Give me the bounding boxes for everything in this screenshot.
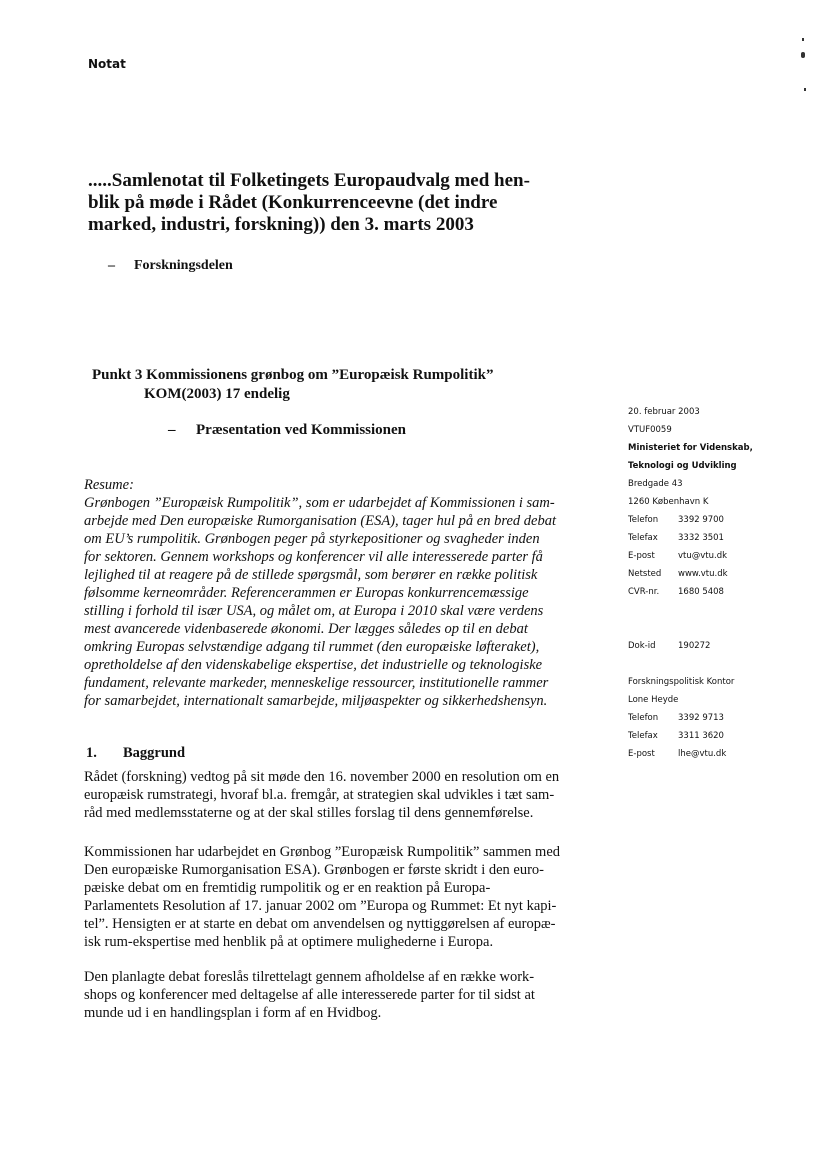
contact-label: Telefax — [628, 731, 658, 741]
contact-value: lhe@vtu.dk — [678, 749, 727, 759]
resume-line: mest avancerede videnbaserede økonomi. Der lægges således op til en debat — [84, 621, 528, 637]
agenda-point-line1: Punkt 3 Kommissionens grønbog om ”Europæisk Rumpolitik” — [92, 367, 494, 383]
title-line: .....Samlenotat til Folketingets Europaudvalg med hen- — [88, 170, 530, 191]
subtitle-text: Forskningsdelen — [134, 258, 233, 273]
paragraph-line: munde ud i en handlingsplan i form af en Hvidbog. — [84, 1005, 382, 1021]
office-name: Forskningspolitisk Kontor — [628, 677, 735, 687]
title-line: marked, industri, forskning)) den 3. marts 2003 — [88, 214, 474, 235]
ministry-name: Teknologi og Udvikling — [628, 461, 737, 471]
resume-line: om EU’s rumpolitik. Grønbogen peger på styrkepositioner og svagheder inden — [84, 531, 540, 547]
document-id-label: Dok-id — [628, 641, 656, 651]
person-contact-row — [628, 709, 818, 727]
title-line: blik på møde i Rådet (Konkurrenceevne (det indre — [88, 192, 498, 213]
contact-person: Lone Heyde — [628, 695, 679, 705]
document-id-row — [628, 637, 818, 655]
paragraph-line: pæiske debat om en fremtidig rumpolitik og er en reaktion på Europa- — [84, 880, 491, 896]
paragraph-line: europæisk rumstrategi, hvoraf bl.a. fremgår, at strategien skal udvikles i tæt sam- — [84, 787, 555, 803]
sender-sidebar — [628, 403, 818, 763]
paragraph-line: råd med medlemsstaterne og at der skal stilles forslag til dens gennemførelse. — [84, 805, 534, 821]
contact-label: Telefax — [628, 533, 658, 543]
contact-label: Netsted — [628, 569, 662, 579]
paragraph-line: isk rum-ekspertise med henblik på at optimere mulighederne i Europa. — [84, 934, 494, 950]
paragraph-line: Parlamentets Resolution af 17. januar 2002 om ”Europa og Rummet: Et nyt kapi- — [84, 898, 557, 914]
contact-label: E-post — [628, 749, 655, 759]
resume-line: for sektoren. Gennem workshops og konferencer vil alle interesserede parter få — [84, 549, 543, 565]
resume-line: stilling i forhold til især USA, og målet om, at Europa i 2010 skal være verdens — [84, 603, 544, 619]
resume-line: Grønbogen ”Europæisk Rumpolitik”, som er udarbejdet af Kommissionen i sam- — [84, 495, 555, 511]
scan-mark — [802, 38, 804, 41]
address-street: Bredgade 43 — [628, 479, 683, 489]
document-date: 20. februar 2003 — [628, 407, 700, 417]
resume-line: lejlighed til at reagere på de stillede spørgsmål, som berører en række politisk — [84, 567, 538, 583]
resume-line: opretholdelse af den videnskabelige ekspertise, det industrielle og teknologiske — [84, 657, 543, 673]
resume-line: omkring Europas selvstændige adgang til rummet (den europæiske løfteraket), — [84, 639, 540, 655]
body-paragraph — [84, 968, 604, 1022]
agenda-point-line2: KOM(2003) 17 endelig — [144, 386, 290, 402]
section-number: 1. — [86, 745, 97, 761]
reference-code: VTUF0059 — [628, 425, 672, 435]
person-contact-row — [628, 745, 818, 763]
paragraph-line: Den europæiske Rumorganisation ESA). Grønbogen er første skridt i den euro- — [84, 862, 545, 878]
paragraph-line: Kommissionen har udarbejdet en Grønbog ”Europæisk Rumpolitik” sammen med — [84, 844, 561, 860]
document-title — [88, 170, 588, 236]
scan-mark — [801, 52, 805, 58]
contact-label: Telefon — [628, 515, 659, 525]
resume-line: følsomme kerneområder. Referencerammen er Europas konkurrencemæssige — [84, 585, 529, 601]
resume-line: for samarbejdet, internationalt samarbejde, miljøaspekter og sikkerhedshensyn. — [84, 693, 548, 709]
contact-row — [628, 547, 818, 565]
subtitle-dash: – — [108, 258, 115, 273]
contact-value: 3311 3620 — [678, 731, 724, 741]
resume-block — [84, 476, 604, 710]
subtitle — [108, 258, 233, 274]
contact-label: CVR-nr. — [628, 587, 660, 597]
section-title: Baggrund — [123, 745, 186, 761]
contact-value: vtu@vtu.dk — [678, 551, 728, 561]
paragraph-line: tel”. Hensigten er at starte en debat om anvendelsen og nyttiggørelsen af europæ- — [84, 916, 556, 932]
document-type-label: Notat — [88, 57, 126, 71]
contact-value: 1680 5408 — [678, 587, 724, 597]
body-paragraph — [84, 768, 604, 822]
contact-row — [628, 529, 818, 547]
body-paragraph — [84, 843, 604, 951]
contact-row — [628, 583, 818, 601]
person-contact-row — [628, 727, 818, 745]
contact-value: 3392 9713 — [678, 713, 724, 723]
contact-row — [628, 565, 818, 583]
contact-value: www.vtu.dk — [678, 569, 728, 579]
presentation-dash: – — [168, 422, 176, 438]
contact-value: 3392 9700 — [678, 515, 724, 525]
presentation-text: Præsentation ved Kommissionen — [196, 422, 406, 438]
contact-label: Telefon — [628, 713, 659, 723]
paragraph-line: Rådet (forskning) vedtog på sit møde den 16. november 2000 en resolution om en — [84, 769, 560, 785]
contact-value: 3332 3501 — [678, 533, 724, 543]
contact-row — [628, 511, 818, 529]
paragraph-line: Den planlagte debat foreslås tilrettelagt gennem afholdelse af en række work- — [84, 969, 535, 985]
address-city: 1260 København K — [628, 497, 709, 507]
resume-line: fundament, relevante markeder, menneskelige ressourcer, institutionelle rammer — [84, 675, 549, 691]
scan-mark — [804, 88, 806, 91]
resume-line: arbejde med Den europæiske Rumorganisation (ESA), tager hul på en bred debat — [84, 513, 556, 529]
paragraph-line: shops og konferencer med deltagelse af alle interesserede parter for til sidst at — [84, 987, 535, 1003]
ministry-name: Ministeriet for Videnskab, — [628, 443, 753, 453]
presentation-heading — [168, 422, 406, 439]
document-id-value: 190272 — [678, 641, 711, 651]
section-heading — [86, 745, 185, 762]
agenda-point-heading — [92, 366, 552, 404]
resume-heading: Resume: — [84, 477, 134, 493]
contact-label: E-post — [628, 551, 655, 561]
